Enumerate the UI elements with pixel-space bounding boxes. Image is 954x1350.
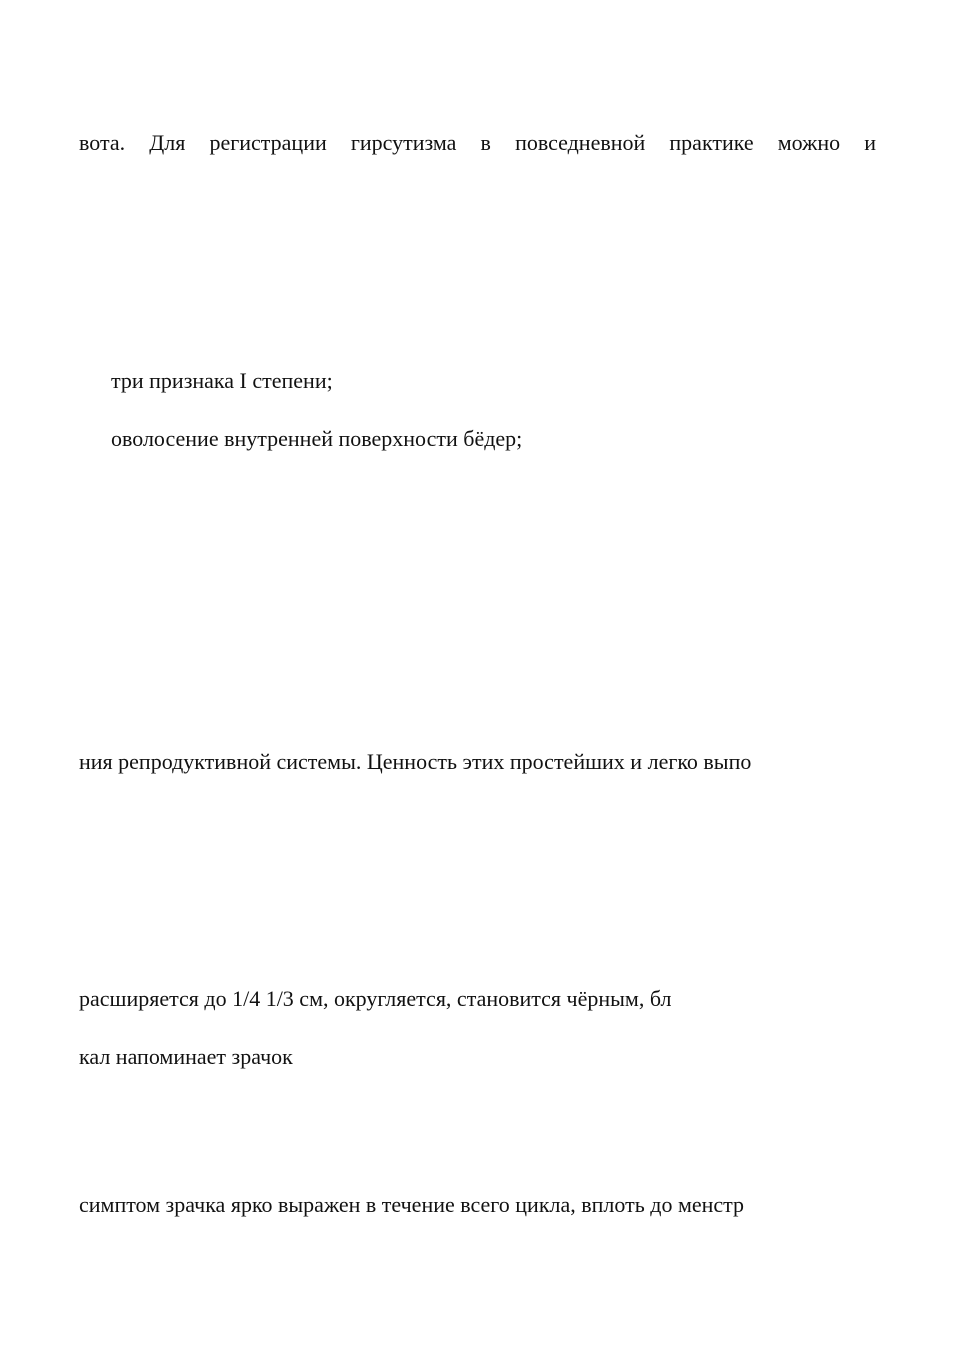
text-line-reproductive-system: ния репродуктивной системы. Ценность этих простейших и легко выпо <box>79 749 752 774</box>
text-line-hirsutism: вота. Для регистрации гирсутизма в повседневной практике можно и <box>79 130 876 155</box>
text-line-expands: расширяется до 1/4 1/3 см, округляется, становится чёрным, бл <box>79 986 672 1011</box>
list-item-inner-thighs: оволосение внутренней поверхности бёдер; <box>111 426 523 451</box>
text-line-pupil-symptom: симптом зрачка ярко выражен в течение всего цикла, вплоть до менстр <box>79 1192 745 1217</box>
text-line-pupil: кал напоминает зрачок <box>79 1044 293 1069</box>
list-item-three-signs: три признака I степени; <box>111 368 333 393</box>
